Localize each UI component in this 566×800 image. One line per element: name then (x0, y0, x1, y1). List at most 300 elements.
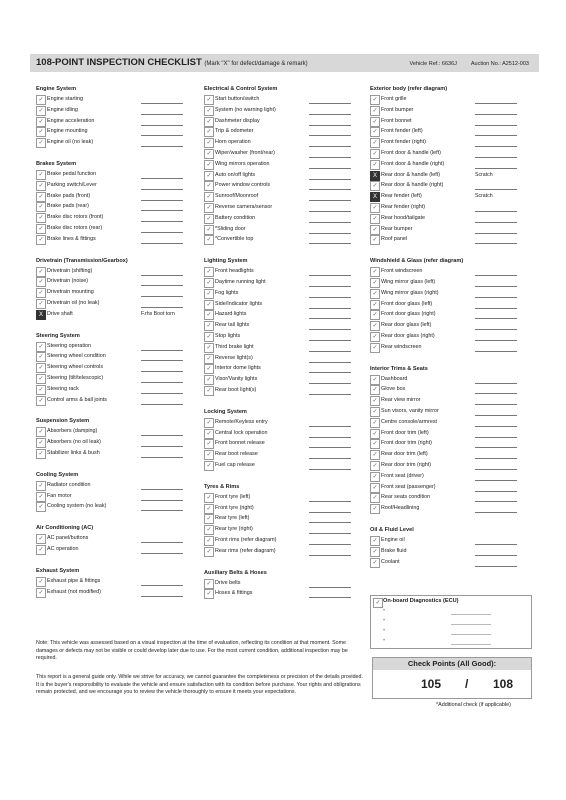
item-checkbox[interactable]: ✓ (370, 558, 380, 568)
checklist-item (370, 472, 530, 482)
item-label: Roof/Headlining (381, 505, 420, 512)
remark-line (141, 296, 183, 297)
item-label: Front grille (381, 96, 407, 102)
item-label: Front seat (driver) (381, 472, 424, 479)
item-checkbox[interactable]: ✓ (370, 203, 380, 213)
item-label: *Sliding door (215, 225, 246, 232)
item-label: Rear door glass (left) (381, 322, 432, 329)
checklist-item (370, 332, 530, 342)
checklist-item (204, 149, 364, 159)
section-title: Suspension System (36, 418, 90, 425)
item-checkbox[interactable]: ✓ (204, 514, 214, 524)
checklist-item (204, 310, 364, 320)
section-title: Air Conditioning (AC) (36, 525, 94, 532)
item-checkbox[interactable]: ✓ (204, 589, 214, 599)
item-checkbox[interactable]: ✓ (370, 127, 380, 137)
item-checkbox[interactable]: ✓ (36, 481, 46, 491)
item-label: Drivetrain mounting (47, 289, 94, 296)
remark-line (141, 125, 183, 126)
item-checkbox[interactable]: ✓ (204, 386, 214, 396)
item-checkbox[interactable]: ✓ (204, 289, 214, 299)
item-checkbox[interactable]: ✓ (370, 429, 380, 439)
item-label: Steering rack (47, 385, 79, 392)
section-title: Engine System (36, 86, 77, 92)
checklist-item (204, 536, 364, 546)
remark-line (475, 458, 517, 459)
footnote: *Additional check (if applicable) (436, 702, 511, 708)
checklist-item (204, 278, 364, 288)
checklist-item (370, 160, 530, 170)
section-title: Interior Trims & Seats (370, 365, 428, 372)
item-label: *Convertible top (215, 236, 254, 243)
remark-line (141, 360, 183, 361)
item-checkbox[interactable]: ✓ (370, 106, 380, 116)
checklist-item (204, 235, 364, 245)
remark-line (475, 189, 517, 190)
item-label: Fan motor (47, 492, 72, 499)
item-checkbox[interactable]: ✓ (370, 332, 380, 342)
remark-line (309, 469, 351, 470)
item-checkbox[interactable]: ✓ (204, 235, 214, 245)
remark-line (475, 383, 517, 384)
item-checkbox[interactable]: ✓ (36, 502, 46, 512)
item-checkbox[interactable]: ✓ (36, 385, 46, 395)
item-checkbox[interactable]: ✓ (204, 332, 214, 342)
remark-line (309, 394, 351, 395)
checklist-item (204, 138, 364, 148)
remark-line (475, 426, 517, 427)
item-checkbox[interactable]: ✓ (204, 429, 214, 439)
item-checkbox[interactable]: ✓ (370, 493, 380, 503)
item-checkbox[interactable]: ✓ (36, 127, 46, 137)
remark-line (309, 103, 351, 104)
checklist-item (204, 127, 364, 137)
item-checkbox[interactable]: ✓ (36, 277, 46, 287)
item-checkbox[interactable]: ✓ (204, 138, 214, 148)
checklist-item (36, 310, 196, 320)
checklist-item (370, 504, 530, 514)
item-checkbox[interactable]: ✓ (370, 385, 380, 395)
item-checkbox[interactable]: ✓ (36, 213, 46, 223)
item-checkbox[interactable]: ✓ (204, 375, 214, 385)
section-title: Exhaust System (36, 567, 80, 574)
item-label: Brake pads (rear) (47, 203, 89, 210)
checklist-item (370, 278, 530, 288)
item-label: Fuel cap release (215, 462, 255, 468)
item-label: Brake pedal function (47, 171, 97, 177)
remark-line (141, 285, 183, 286)
item-checkbox[interactable]: ✓ (36, 299, 46, 309)
checklist-item (204, 289, 364, 299)
checklist-item (36, 545, 196, 555)
item-checkbox[interactable]: ✓ (36, 224, 46, 234)
auction-no: Auction No.: A2512-003 (470, 61, 529, 67)
item-label: Third brake light (215, 343, 254, 350)
item-checkbox[interactable]: ✓ (204, 439, 214, 449)
checklist-item (204, 225, 364, 235)
remark-line (309, 544, 351, 545)
item-checkbox[interactable]: ✓ (36, 352, 46, 362)
item-label: Hazard lights (215, 311, 247, 318)
item-checkbox[interactable]: ✓ (204, 95, 214, 105)
checklist-item (370, 225, 530, 235)
item-checkbox[interactable]: ✓ (36, 545, 46, 555)
item-checkbox[interactable]: ✓ (204, 171, 214, 181)
item-checkbox[interactable]: ✓ (370, 149, 380, 159)
item-checkbox[interactable]: ✓ (204, 354, 214, 364)
item-checkbox[interactable]: ✓ (370, 375, 380, 385)
checklist-item (370, 439, 530, 449)
remark-line (475, 243, 517, 244)
header-bar (30, 54, 539, 72)
item-checkbox[interactable]: ✓ (370, 160, 380, 170)
checklist-item (204, 354, 364, 364)
checklist-item (370, 418, 530, 428)
remark-line (475, 275, 517, 276)
item-checkbox[interactable]: ✓ (36, 106, 46, 116)
section-title: Windshield & Glass (refer diagram) (370, 258, 464, 265)
item-checkbox[interactable]: ✓ (36, 534, 46, 544)
item-label: Exhaust (not modified) (47, 588, 101, 595)
item-label: Steering operation (47, 342, 92, 349)
checklist-item (370, 127, 530, 137)
item-label: Visor/Vanity lights (215, 376, 258, 383)
item-checkbox[interactable]: ✓ (370, 439, 380, 449)
checklist-item (204, 300, 364, 310)
item-checkbox[interactable]: ✓ (370, 235, 380, 245)
item-label: Control arms & ball joints (47, 396, 107, 403)
checklist-item (370, 267, 530, 277)
vehicle-ref: Vehicle Ref.: 6636J (409, 61, 457, 67)
item-checkbox[interactable]: X (36, 310, 46, 320)
section-title: Locking System (204, 408, 247, 415)
item-checkbox[interactable]: ✓ (204, 461, 214, 471)
item-checkbox[interactable]: ✓ (370, 407, 380, 417)
remark-line (475, 555, 517, 556)
section-title: Drivetrain (Transmission/Gearbox) (36, 257, 128, 264)
item-checkbox[interactable]: X (370, 171, 380, 181)
section-title: Cooling System (36, 471, 79, 478)
item-checkbox[interactable]: ✓ (204, 493, 214, 503)
checklist-item (370, 310, 530, 320)
checklist-item (204, 493, 364, 503)
remark-line (309, 318, 351, 319)
item-label: Fog lights (215, 289, 239, 296)
item-label: Rear tyre (right) (215, 526, 253, 533)
item-checkbox[interactable]: ✓ (370, 504, 380, 514)
checklist-item (204, 106, 364, 116)
checklist-item (370, 483, 530, 493)
item-checkbox[interactable]: ✓ (204, 106, 214, 116)
item-label: Front door trim (right) (381, 440, 432, 447)
checklist-item (370, 117, 530, 127)
remark-line (309, 135, 351, 136)
assessment-note: Note: This vehicle was assessed based on a visual inspection at the time of evaluation, reflecting its condition at that moment. Some damages or defects may not be visible or could develop later due to use. For the most current condition, additional inspection may be required. (36, 640, 348, 661)
item-checkbox[interactable]: ✓ (204, 214, 214, 224)
item-checkbox[interactable]: ✓ (370, 267, 380, 277)
checklist-item (370, 203, 530, 213)
checklist-item (36, 352, 196, 362)
item-checkbox[interactable]: ✓ (204, 192, 214, 202)
item-label: Hoses & fittings (215, 590, 253, 597)
item-label: Auto on/off lights (215, 171, 256, 178)
remark-line (475, 544, 517, 545)
item-checkbox[interactable]: ✓ (370, 181, 380, 191)
item-checkbox[interactable]: ✓ (370, 95, 380, 105)
item-checkbox[interactable]: ✓ (204, 579, 214, 589)
remark-line (309, 189, 351, 190)
item-checkbox[interactable]: ✓ (370, 483, 380, 493)
item-label: Front bonnet (381, 117, 412, 124)
item-label: Absorbers (damping) (47, 428, 98, 435)
item-label: Engine acceleration (47, 117, 95, 124)
checklist-item (204, 321, 364, 331)
item-checkbox[interactable]: ✓ (204, 450, 214, 460)
item-label: Wing mirror glass (right) (381, 289, 439, 296)
checklist-item (36, 588, 196, 598)
checklist-item (36, 481, 196, 491)
remark-line (475, 114, 517, 115)
item-checkbox[interactable]: ✓ (36, 363, 46, 373)
item-checkbox[interactable]: ✓ (36, 577, 46, 587)
item-label: Brake disc rotors (rear) (47, 225, 103, 231)
item-label: Brake pads (front) (47, 192, 91, 199)
item-label: Rear boot light(s) (215, 387, 257, 393)
checklist-item (204, 514, 364, 524)
remark-line (475, 351, 517, 352)
item-checkbox[interactable]: ✓ (370, 278, 380, 288)
item-label: Central lock operation (215, 429, 268, 436)
item-checkbox[interactable]: ✓ (370, 300, 380, 310)
item-checkbox[interactable]: ✓ (204, 160, 214, 170)
item-label: Side/Indicator lights (215, 300, 263, 307)
item-label: Wiper/washer (front/rear) (215, 150, 275, 156)
checklist-item (370, 461, 530, 471)
item-checkbox[interactable]: ✓ (370, 396, 380, 406)
item-checkbox[interactable]: ✓ (204, 364, 214, 374)
item-checkbox[interactable]: ✓ (204, 267, 214, 277)
item-checkbox[interactable]: ✓ (370, 536, 380, 546)
item-checkbox[interactable]: ✓ (36, 138, 46, 148)
item-label: Parking switch/Lever (47, 181, 97, 188)
item-checkbox[interactable]: ✓ (36, 202, 46, 212)
item-checkbox[interactable]: ✓ (204, 278, 214, 288)
item-checkbox[interactable]: ✓ (370, 138, 380, 148)
remark-line (141, 585, 183, 586)
remark-line (309, 501, 351, 502)
checklist-item (370, 343, 530, 353)
remark-line (475, 393, 517, 394)
remark-line (475, 233, 517, 234)
item-label: Roof panel (381, 236, 408, 243)
checklist-item (36, 299, 196, 309)
checklist-item (204, 525, 364, 535)
obd-line (451, 624, 491, 625)
checklist-item (370, 321, 530, 331)
item-label: Coolant (381, 558, 400, 565)
item-label: Interior dome lights (215, 365, 261, 372)
checklist-item (204, 214, 364, 224)
section-title: Oil & Fluid Level (370, 527, 414, 533)
item-checkbox[interactable]: ✓ (204, 504, 214, 514)
item-checkbox[interactable]: ✓ (204, 321, 214, 331)
item-checkbox[interactable]: ✓ (204, 525, 214, 535)
remark-line (475, 318, 517, 319)
remark-line (475, 469, 517, 470)
checklist-item (204, 450, 364, 460)
remark-line (309, 362, 351, 363)
checklist-item (370, 181, 530, 191)
checklist-item (36, 534, 196, 544)
item-checkbox[interactable]: ✓ (370, 289, 380, 299)
item-checkbox[interactable]: ✓ (370, 418, 380, 428)
remark-line (141, 275, 183, 276)
remark-line (475, 211, 517, 212)
remark-line (309, 114, 351, 115)
item-checkbox[interactable]: ✓ (370, 461, 380, 471)
item-checkbox[interactable]: ✓ (36, 95, 46, 105)
item-label: Engine idling (47, 106, 78, 113)
item-checkbox[interactable]: ✓ (36, 588, 46, 598)
remark-line (309, 533, 351, 534)
item-label: AC panel/buttons (47, 535, 89, 542)
item-checkbox[interactable]: ✓ (36, 449, 46, 459)
checklist-item (36, 170, 196, 180)
item-label: Rear bumper (381, 225, 413, 232)
checklist-item (204, 117, 364, 127)
item-label: Start button/switch (215, 96, 260, 102)
remark-line (475, 480, 517, 481)
obd-checkbox[interactable]: ✓ (373, 598, 383, 608)
item-checkbox[interactable]: ✓ (204, 149, 214, 159)
checklist-item (204, 461, 364, 471)
item-checkbox[interactable]: ✓ (370, 321, 380, 331)
checklist-item (36, 502, 196, 512)
item-checkbox[interactable]: ✓ (36, 170, 46, 180)
obd-title: On-board Diagnostics (ECU) (383, 598, 459, 604)
item-checkbox[interactable]: ✓ (36, 181, 46, 191)
remark-line (309, 587, 351, 588)
remark-line (309, 179, 351, 180)
checklist-item (370, 300, 530, 310)
checklist-item (36, 396, 196, 406)
checklist-item (36, 577, 196, 587)
remark-line (309, 372, 351, 373)
remark-line (141, 103, 183, 104)
checklist-item (36, 213, 196, 223)
item-label: Front door glass (right) (381, 311, 436, 318)
remark-line (309, 168, 351, 169)
checklist-item (204, 192, 364, 202)
item-checkbox[interactable]: ✓ (204, 310, 214, 320)
item-label: Exhaust pipe & fittings (47, 577, 101, 584)
item-checkbox[interactable]: ✓ (370, 214, 380, 224)
checklist-item (36, 117, 196, 127)
item-checkbox[interactable]: ✓ (204, 547, 214, 557)
remark-line (141, 446, 183, 447)
item-checkbox[interactable]: ✓ (36, 288, 46, 298)
item-checkbox[interactable]: ✓ (370, 343, 380, 353)
item-checkbox[interactable]: ✓ (204, 181, 214, 191)
item-checkbox[interactable]: X (370, 192, 380, 202)
remark-line (309, 233, 351, 234)
item-checkbox[interactable]: ✓ (370, 450, 380, 460)
item-label: Dashmeter display (215, 117, 260, 124)
remark-line (141, 350, 183, 351)
checklist-item (36, 138, 196, 148)
remark-line (309, 297, 351, 298)
item-checkbox[interactable]: ✓ (204, 300, 214, 310)
item-checkbox[interactable]: ✓ (370, 472, 380, 482)
item-checkbox[interactable]: ✓ (36, 267, 46, 277)
item-remark: Scratch (475, 171, 493, 178)
item-label: Dashboard (381, 375, 408, 382)
remark-line (141, 114, 183, 115)
item-label: Steering (tilt/telescopic) (47, 375, 104, 381)
item-checkbox[interactable]: ✓ (370, 547, 380, 557)
remark-line (309, 597, 351, 598)
item-checkbox[interactable]: ✓ (36, 396, 46, 406)
remark-line (309, 340, 351, 341)
item-checkbox[interactable]: ✓ (36, 427, 46, 437)
item-checkbox[interactable]: ✓ (36, 492, 46, 502)
checklist-item (204, 429, 364, 439)
item-checkbox[interactable]: ✓ (36, 235, 46, 245)
page-subtitle: (Mark "X" for defect/damage & remark) (204, 61, 308, 67)
checklist-item (204, 589, 364, 599)
item-checkbox[interactable]: ✓ (204, 225, 214, 235)
item-label: Front windscreen (381, 268, 423, 275)
item-label: Drivetrain (noise) (47, 278, 89, 285)
checklist-item (204, 95, 364, 105)
item-checkbox[interactable]: ✓ (36, 117, 46, 127)
item-checkbox[interactable]: ✓ (204, 343, 214, 353)
section-title: Steering System (36, 332, 80, 339)
item-checkbox[interactable]: ✓ (36, 192, 46, 202)
remark-line (475, 447, 517, 448)
item-label: Engine oil (no leak) (47, 139, 94, 146)
item-checkbox[interactable]: ✓ (36, 374, 46, 384)
item-checkbox[interactable]: ✓ (204, 127, 214, 137)
remark-line (141, 542, 183, 543)
item-checkbox[interactable]: ✓ (204, 203, 214, 213)
item-label: Front door trim (left) (381, 429, 429, 436)
item-checkbox[interactable]: ✓ (370, 310, 380, 320)
item-checkbox[interactable]: ✓ (36, 342, 46, 352)
item-label: System (no warning light) (215, 106, 276, 113)
remark-line (309, 243, 351, 244)
item-label: Front bonnet release (215, 440, 265, 447)
checklist-item (36, 438, 196, 448)
item-checkbox[interactable]: ✓ (36, 438, 46, 448)
checklist-item (370, 385, 530, 395)
item-label: Centre console/armrest (381, 418, 438, 425)
item-checkbox[interactable]: ✓ (204, 117, 214, 127)
item-label: Rear windscreen (381, 343, 422, 350)
remark-line (475, 566, 517, 567)
item-checkbox[interactable]: ✓ (370, 225, 380, 235)
item-checkbox[interactable]: ✓ (204, 536, 214, 546)
checklist-item (370, 396, 530, 406)
item-label: Rear door trim (right) (381, 462, 432, 468)
checklist-item (204, 504, 364, 514)
remark-line (475, 157, 517, 158)
item-checkbox[interactable]: ✓ (370, 117, 380, 127)
item-label: Drivetrain oil (no leak) (47, 300, 100, 306)
item-checkbox[interactable]: ✓ (204, 418, 214, 428)
checklist-item (36, 363, 196, 373)
checklist-item (204, 439, 364, 449)
